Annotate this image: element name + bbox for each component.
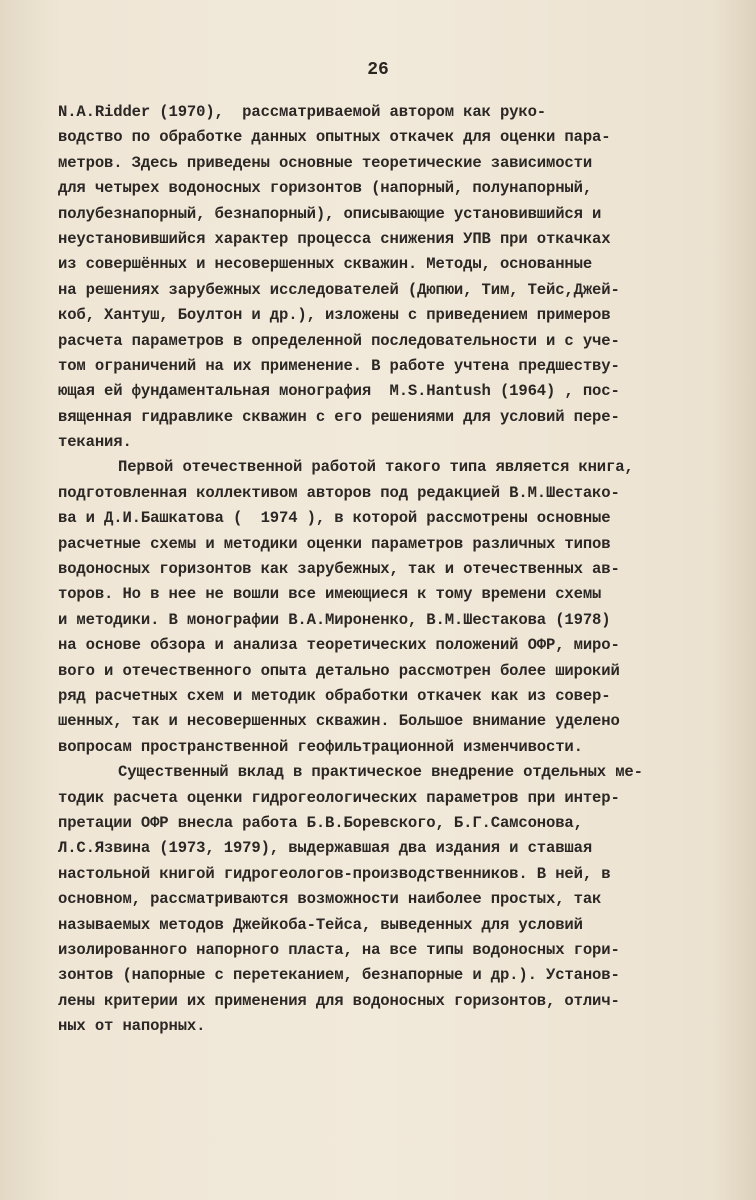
text-line: для четырех водоносных горизонтов (напорный, полунапорный, — [58, 179, 593, 198]
paragraph-1 — [58, 100, 748, 455]
text-line: основном, рассматриваются возможности наиболее простых, так — [58, 890, 602, 909]
text-line: лены критерии их применения для водоносных горизонтов, отлич- — [58, 991, 620, 1010]
text-line: том ограничений на их применение. В работе учтена предшеству- — [58, 356, 620, 375]
text-line: на основе обзора и анализа теоретических положений ОФР, миро- — [58, 636, 620, 655]
text-line: зонтов (напорные с перетеканием, безнапорные и др.). Установ- — [58, 966, 620, 985]
text-line: коб, Хантуш, Боултон и др.), изложены с приведением примеров — [58, 306, 611, 325]
text-line: вого и отечественного опыта детально рассмотрен более широкий — [58, 661, 620, 680]
paragraph-2 — [58, 455, 748, 760]
text-line: водоносных горизонтов как зарубежных, так и отечественных ав- — [58, 560, 620, 579]
text-line: N.A.Ridder (1970), рассматриваемой автором как руко- — [58, 103, 547, 121]
text-line: из совершённых и несовершенных скважин. Методы, основанные — [58, 255, 593, 274]
text-line: настольной книгой гидрогеологов-производственников. В ней, в — [58, 864, 611, 883]
text-line: метров. Здесь приведены основные теоретические зависимости — [58, 153, 593, 172]
text-line: расчетные схемы и методики оценки параметров различных типов — [58, 534, 611, 553]
text-line: ющая ей фундаментальная монография M.S.Hantush (1964) , пос- — [58, 382, 620, 401]
text-line: торов. Но в нее не вошли все имеющиеся к тому времени схемы — [58, 585, 602, 604]
text-line: вопросам пространственной геофильтрационной изменчивости. — [58, 737, 583, 756]
page-number: 26 — [367, 60, 389, 80]
text-line: тодик расчета оценки гидрогеологических параметров при интер- — [58, 788, 620, 807]
text-line: текания. — [58, 433, 132, 452]
text-line: претации ОФР внесла работа Б.В.Боревского, Б.Г.Самсонова, — [58, 813, 583, 832]
text-line: подготовленная коллективом авторов под редакцией В.М.Шестако- — [58, 483, 620, 502]
text-line: водство по обработке данных опытных откачек для оценки пара- — [58, 128, 611, 147]
body-text — [58, 100, 748, 1039]
text-line: и методики. В монографии В.А.Мироненко, В.М.Шестакова (1978) — [58, 610, 611, 629]
text-line: называемых методов Джейкоба-Тейса, выведенных для условий — [58, 915, 583, 934]
text-line: вященная гидравлике скважин с его решениями для условий пере- — [58, 407, 620, 426]
text-line: на решениях зарубежных исследователей (Дюпюи, Тим, Тейс,Джей- — [58, 280, 620, 299]
text-line: расчета параметров в определенной последовательности и с уче- — [58, 331, 620, 350]
text-line: полубезнапорный, безнапорный), описывающие установившийся и — [58, 204, 602, 223]
text-line: Существенный вклад в практическое внедрение отдельных ме- — [118, 763, 643, 782]
text-line: ных от напорных. — [58, 1017, 206, 1036]
paragraph-3 — [58, 760, 748, 1039]
text-line: Первой отечественной работой такого типа является книга, — [118, 458, 634, 477]
text-line: неустановившийся характер процесса снижения УПВ при откачках — [58, 229, 611, 248]
text-line: ва и Д.И.Башкатова ( 1974 ), в которой рассмотрены основные — [58, 509, 611, 528]
text-line: ряд расчетных схем и методик обработки откачек как из совер- — [58, 686, 611, 705]
text-line: изолированного напорного пласта, на все типы водоносных гори- — [58, 940, 620, 959]
text-line: Л.С.Язвина (1973, 1979), выдержавшая два издания и ставшая — [58, 839, 593, 858]
text-line: шенных, так и несовершенных скважин. Большое внимание уделено — [58, 712, 620, 731]
